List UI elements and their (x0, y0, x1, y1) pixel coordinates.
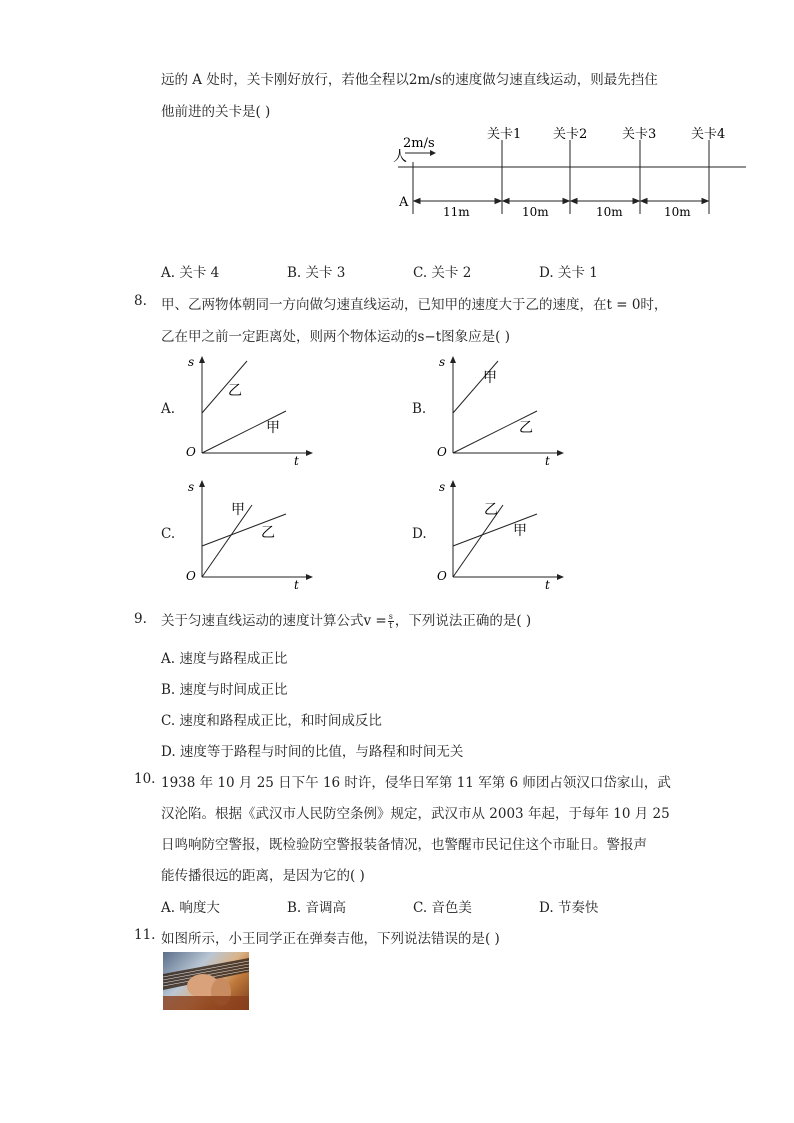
q9-stem-before: 关于匀速直线运动的速度计算公式v = (161, 613, 387, 629)
start-label: A (399, 195, 409, 210)
q8-option-a[interactable]: A. (161, 401, 176, 417)
q9-stem-after: ，下列说法正确的是( ) (394, 613, 532, 629)
gate-label-4: 关卡4 (691, 127, 726, 142)
origin-label: O (186, 569, 196, 583)
gate-label-2: 关卡2 (553, 127, 588, 142)
axis-s-label: s (188, 480, 195, 494)
formula-fraction (388, 613, 394, 630)
guitar-photo (163, 952, 249, 1010)
distance-label-2: 10m (522, 205, 549, 219)
q9-stem (161, 609, 531, 630)
fraction-numerator: s (388, 612, 393, 621)
q8d-shallow-label: 甲 (513, 523, 527, 539)
axis-t-label: t (294, 578, 299, 592)
axis-t-label: t (545, 454, 550, 468)
q10-stem-line3: 日鸣响防空警报，既检验防空警报装备情况，也警醒市民记住这个市耻日。警报声 (161, 837, 647, 853)
q7-option-a[interactable]: A. 关卡 4 (161, 265, 220, 281)
speed-label: 2m/s (403, 136, 435, 151)
guitar-illustration (163, 952, 249, 1010)
q10-stem-line4: 能传播很远的距离，是因为它的( ) (161, 868, 365, 884)
axis-t-label: t (545, 578, 550, 592)
q11-stem-line1: 如图所示，小王同学正在弹奏吉他，下列说法错误的是( ) (161, 931, 500, 947)
fraction-denominator: t (389, 621, 393, 630)
q8c-steep-label: 甲 (231, 502, 245, 518)
q10-option-a[interactable]: A. 响度大 (161, 900, 220, 916)
distance-label-1: 11m (443, 205, 470, 219)
q10-option-d[interactable]: D. 节奏快 (539, 900, 599, 916)
gate-label-3: 关卡3 (622, 127, 657, 142)
q7-stem-line2: 他前进的关卡是( ) (161, 104, 271, 120)
origin-label: O (437, 569, 447, 583)
q8-graph-a (180, 350, 320, 470)
q10-option-c[interactable]: C. 音色美 (413, 900, 472, 916)
distance-label-3: 10m (596, 205, 623, 219)
q8-stem-line1: 甲、乙两物体朝同一方向做匀速直线运动，已知甲的速度大于乙的速度，在t = 0时， (161, 297, 668, 313)
q8a-steep-label: 乙 (228, 383, 242, 399)
q8b-steep-line (453, 361, 498, 413)
origin-label: O (186, 445, 196, 459)
q8-option-d[interactable]: D. (412, 526, 427, 542)
q8-graph-b (431, 350, 571, 470)
q9-option-d[interactable]: D. 速度等于路程与时间的比值，与路程和时间无关 (161, 744, 464, 760)
q8-option-c[interactable]: C. (161, 526, 176, 542)
q8b-steep-label: 甲 (483, 370, 497, 386)
q10-option-b[interactable]: B. 音调高 (287, 900, 347, 916)
q8-graph-d (431, 474, 571, 594)
person-label: 人 (393, 149, 407, 165)
q7-option-d[interactable]: D. 关卡 1 (539, 265, 598, 281)
q8-number: 8. (134, 293, 147, 309)
q10-stem-line1: 1938 年 10 月 25 日下午 16 时许，侵华日军第 11 军第 6 师团占领汉口岱家山，武 (161, 775, 671, 791)
origin-label: O (437, 445, 447, 459)
axis-s-label: s (439, 480, 446, 494)
q9-option-b[interactable]: B. 速度与时间成正比 (161, 682, 288, 698)
gate-label-1: 关卡1 (487, 127, 522, 142)
q11-number: 11. (134, 927, 156, 943)
axis-s-label: s (439, 355, 446, 369)
q9-option-a[interactable]: A. 速度与路程成正比 (161, 651, 288, 667)
q10-stem-line2: 汉沦陷。根据《武汉市人民防空条例》规定，武汉市从 2003 年起，于每年 10 月 25 (161, 806, 670, 822)
axis-t-label: t (294, 454, 299, 468)
q8-graph-c (180, 474, 320, 594)
q8a-shallow-label: 甲 (266, 420, 280, 436)
q8d-steep-label: 乙 (484, 502, 498, 518)
q7-stem-line1: 远的 A 处时，关卡刚好放行，若他全程以2m/s的速度做匀速直线运动，则最先挡住 (161, 72, 658, 88)
q9-option-c[interactable]: C. 速度和路程成正比，和时间成反比 (161, 713, 382, 729)
q8b-shallow-label: 乙 (519, 420, 533, 436)
q7-option-c[interactable]: C. 关卡 2 (413, 265, 472, 281)
distance-label-4: 10m (664, 205, 691, 219)
q8-stem-line2: 乙在甲之前一定距离处，则两个物体运动的s−t图象应是( ) (161, 329, 510, 345)
q10-number: 10. (134, 771, 156, 787)
q9-number: 9. (134, 611, 147, 627)
distance-arrows (414, 199, 708, 204)
q8-option-b[interactable]: B. (412, 401, 427, 417)
axis-s-label: s (188, 355, 195, 369)
q7-gate-diagram (0, 0, 794, 250)
q8c-shallow-label: 乙 (261, 525, 275, 541)
q7-option-b[interactable]: B. 关卡 3 (287, 265, 346, 281)
